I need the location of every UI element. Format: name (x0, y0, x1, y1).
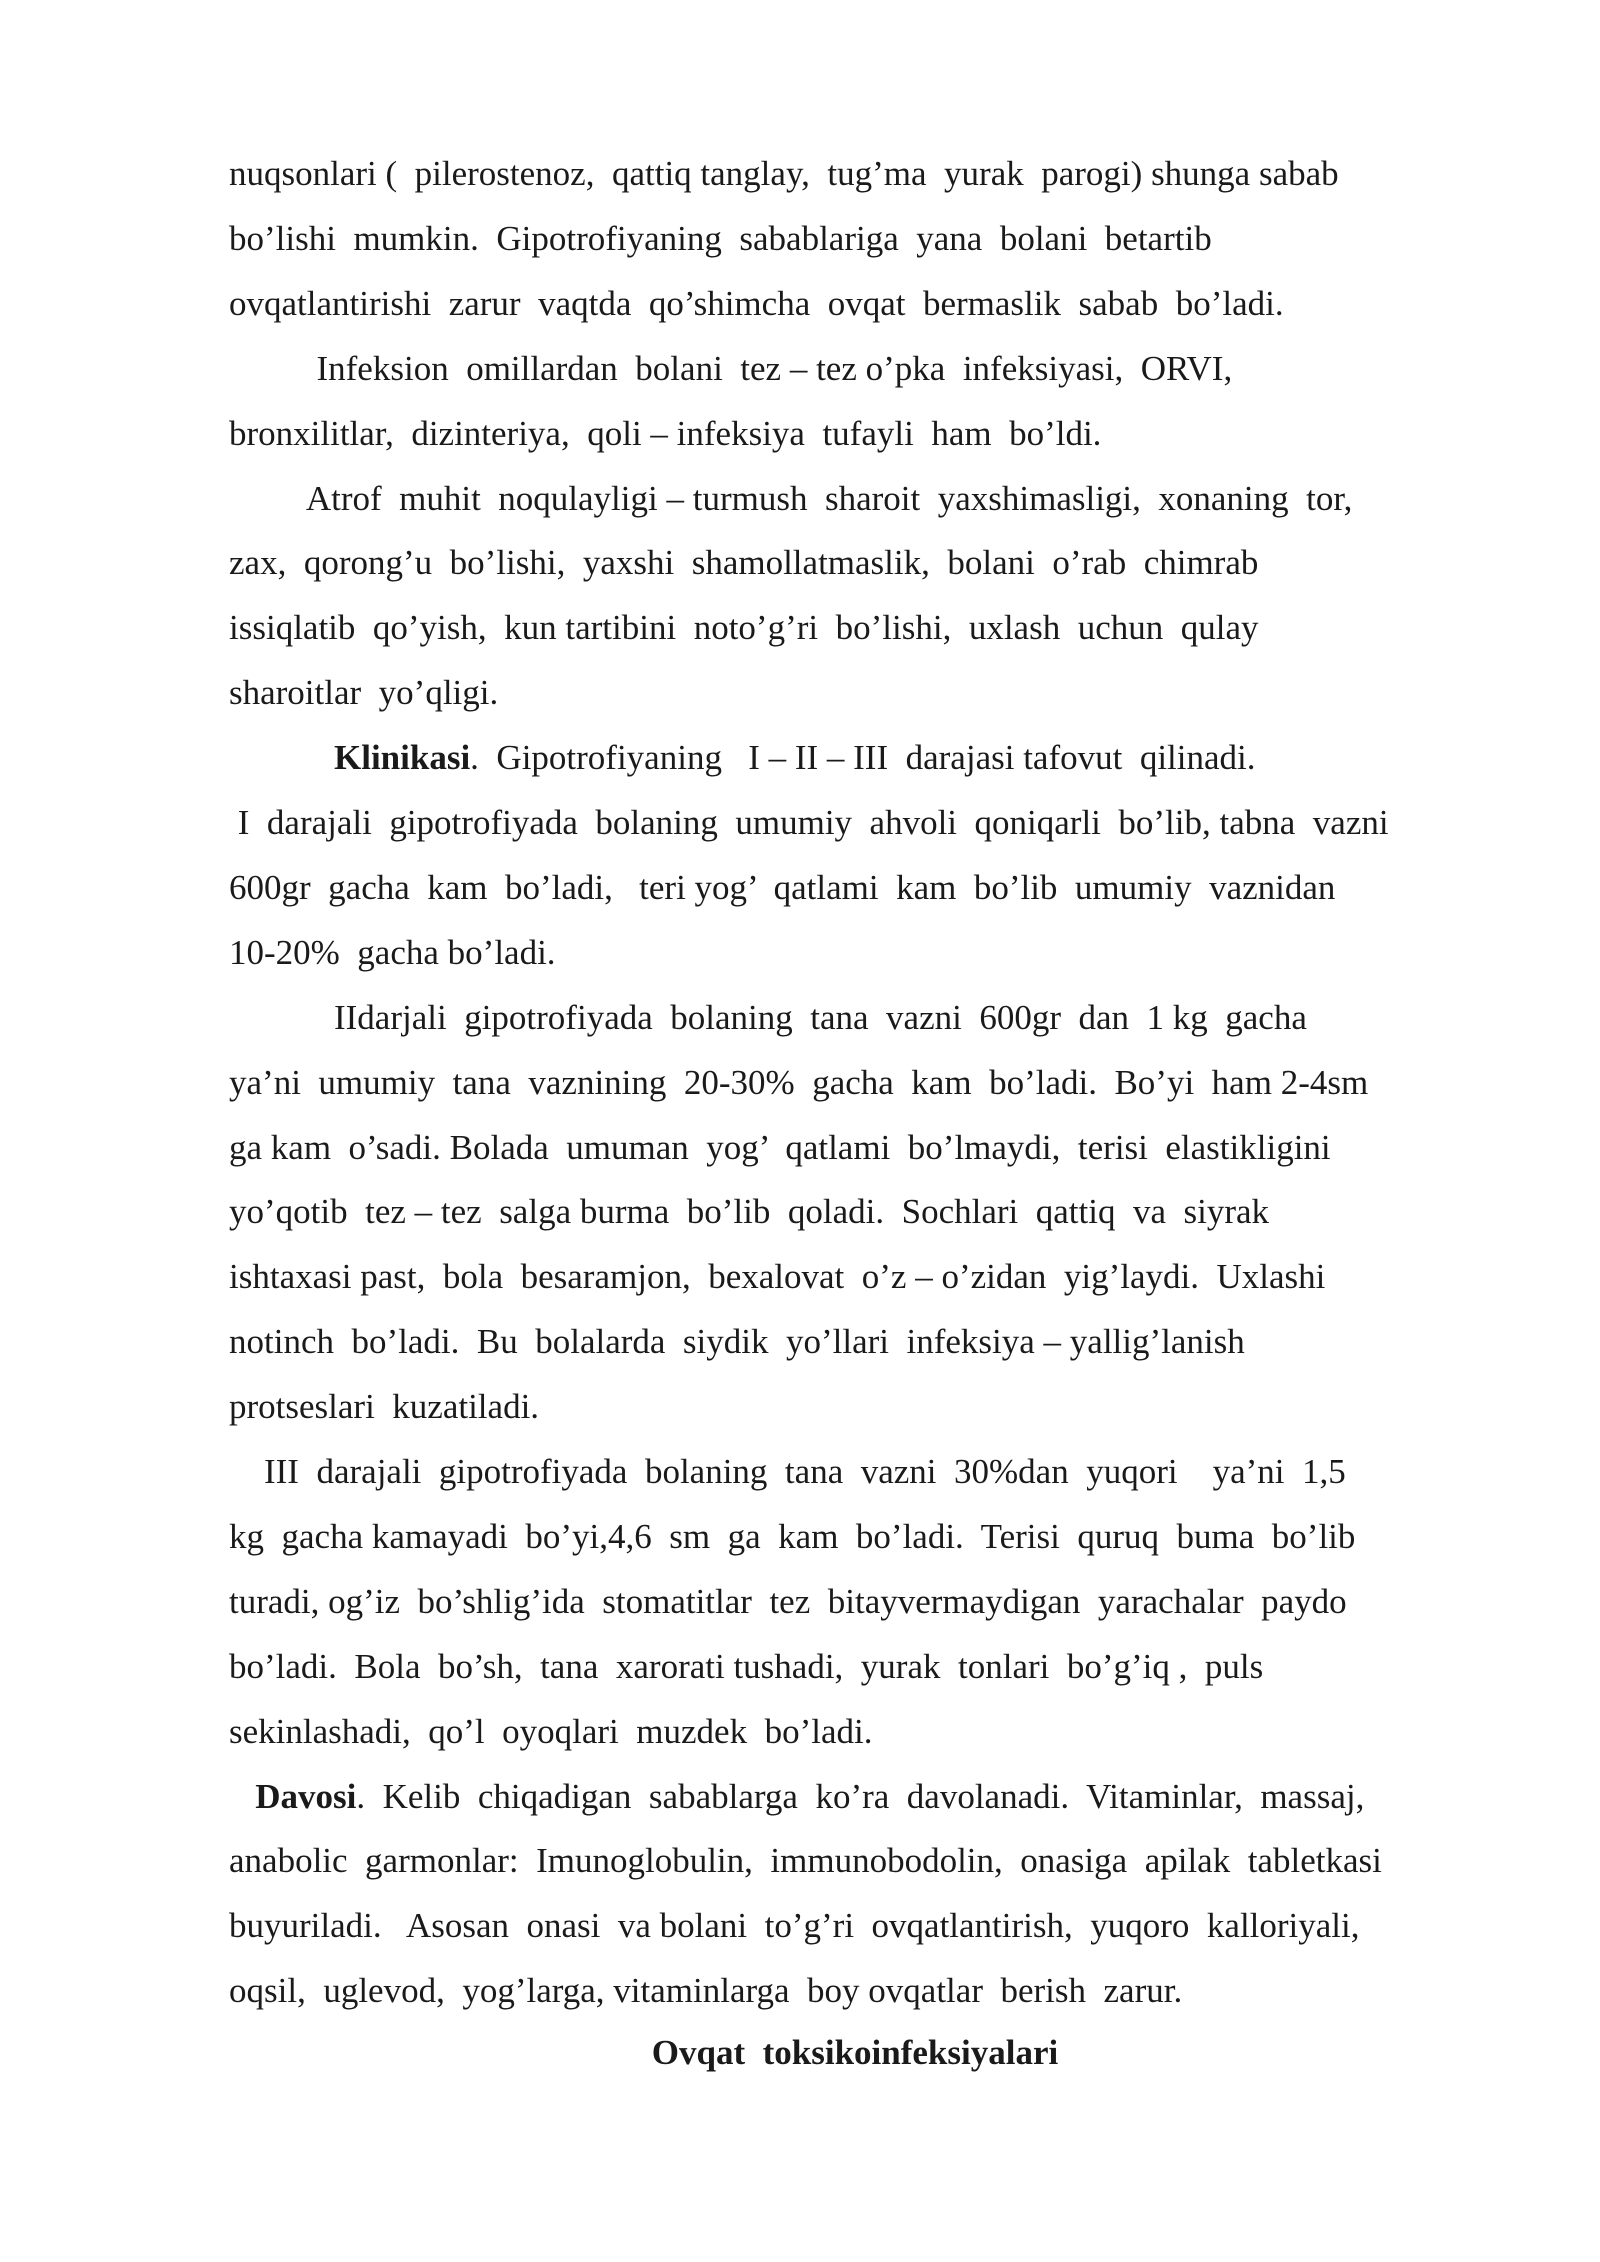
text-line (229, 1969, 1182, 2013)
text-line (229, 1190, 1269, 1234)
text-line (229, 1904, 1360, 1948)
text-run: kg gacha kamayadi bo’yi,4,6 sm ga kam bo’ladi. Terisi quruq buma bo’lib (229, 1517, 1356, 1556)
text-run: turadi, og’iz bo’shlig’ida stomatitlar tez bitayvermaydigan yarachalar paydo (229, 1582, 1347, 1621)
text-run: bronxilitlar, dizinteriya, qoli – infeksiya tufayli ham bo’ldi. (229, 414, 1102, 453)
text-run: Infeksion omillardan bolani tez – tez o’pka infeksiyasi, ORVI, (229, 349, 1233, 388)
text-run: oqsil, uglevod, yog’larga, vitaminlarga boy ovqatlar berish zarur. (229, 1971, 1183, 2010)
text-run: sekinlashadi, qo’l oyoqlari muzdek bo’ladi. (229, 1712, 873, 1751)
text-line (229, 1255, 1325, 1299)
text-run: anabolic garmonlar: Imunoglobulin, immunobodolin, onasiga apilak tabletkasi (229, 1841, 1382, 1880)
text-line (229, 1385, 539, 1429)
text-line (229, 152, 1339, 196)
text-run: sharoitlar yo’qligi. (229, 673, 499, 712)
text-line (229, 1839, 1382, 1883)
text-line (229, 1320, 1245, 1364)
text-run: . Kelib chiqadigan sabablarga ko’ra davolanadi. Vitaminlar, massaj, (356, 1777, 1365, 1816)
bold-term: Klinikasi (334, 738, 471, 777)
text-line (229, 931, 556, 975)
text-line (229, 736, 1256, 780)
text-line (229, 671, 498, 715)
text-line (229, 282, 1284, 326)
text-line (229, 996, 1307, 1040)
text-run: ga kam o’sadi. Bolada umuman yog’ qatlami bo’lmaydi, terisi elastikligini (229, 1128, 1331, 1167)
text-line (229, 801, 1389, 845)
bold-term: Davosi (255, 1777, 357, 1816)
text-line (229, 1645, 1263, 1689)
text-line (229, 1061, 1368, 1105)
text-run: I darajali gipotrofiyada bolaning umumiy ahvoli qoniqarli bo’lib, tabna vazni (229, 803, 1389, 842)
text-line (229, 412, 1101, 456)
text-run: . Gipotrofiyaning I – II – III darajasi tafovut qilinadi. (470, 738, 1256, 777)
text-run: ovqatlantirishi zarur vaqtda qo’shimcha ovqat bermaslik sabab bo’ladi. (229, 284, 1284, 323)
text-line (229, 1775, 1364, 1819)
text-line (229, 347, 1232, 391)
text-run: issiqlatib qo’yish, kun tartibini noto’g’ri bo’lishi, uxlash uchun qulay (229, 608, 1259, 647)
text-line (229, 1710, 872, 1754)
text-line (229, 477, 1352, 521)
text-run: bo’ladi. Bola bo’sh, tana xarorati tushadi, yurak tonlari bo’g’iq , puls (229, 1647, 1264, 1686)
text-run (229, 738, 334, 777)
text-run: bo’lishi mumkin. Gipotrofiyaning sabablariga yana bolani betartib (229, 219, 1212, 258)
text-run: protseslari kuzatiladi. (229, 1387, 540, 1426)
text-line (229, 1580, 1347, 1624)
text-line (229, 1450, 1346, 1494)
text-run: ishtaxasi past, bola besaramjon, bexalovat o’z – o’zidan yig’laydi. Uxlashi (229, 1257, 1326, 1296)
text-run: III darajali gipotrofiyada bolaning tana vazni 30%dan yuqori ya’ni 1,5 (229, 1452, 1346, 1491)
text-run: 10-20% gacha bo’ladi. (229, 933, 556, 972)
text-run: zax, qorong’u bo’lishi, yaxshi shamollatmaslik, bolani o’rab chimrab (229, 543, 1259, 582)
text-run (229, 1777, 255, 1816)
text-run: ya’ni umumiy tana vaznining 20-30% gacha kam bo’ladi. Bo’yi ham 2-4sm (229, 1063, 1369, 1102)
text-line (229, 866, 1335, 910)
text-run: notinch bo’ladi. Bu bolalarda siydik yo’llari infeksiya – yallig’lanish (229, 1322, 1245, 1361)
text-run: Atrof muhit noqulayligi – turmush sharoit yaxshimasligi, xonaning tor, (229, 479, 1353, 518)
section-heading: Ovqat toksikoinfeksiyalari (651, 2033, 1059, 2072)
text-line (229, 541, 1258, 585)
text-run: nuqsonlari ( pilerostenoz, qattiq tanglay, tug’ma yurak parogi) shunga sabab (229, 154, 1339, 193)
text-line (229, 606, 1259, 650)
text-run: yo’qotib tez – tez salga burma bo’lib qoladi. Sochlari qattiq va siyrak (229, 1192, 1270, 1231)
text-line (229, 217, 1212, 261)
text-run: 600gr gacha kam bo’ladi, teri yog’ qatlami kam bo’lib umumiy vaznidan (229, 868, 1336, 907)
text-line (229, 1126, 1331, 1170)
text-run: buyuriladi. Asosan onasi va bolani to’g’ri ovqatlantirish, yuqoro kalloriyali, (229, 1906, 1360, 1945)
text-run: IIdarjali gipotrofiyada bolaning tana vazni 600gr dan 1 kg gacha (229, 998, 1307, 1037)
text-line (229, 1515, 1355, 1559)
